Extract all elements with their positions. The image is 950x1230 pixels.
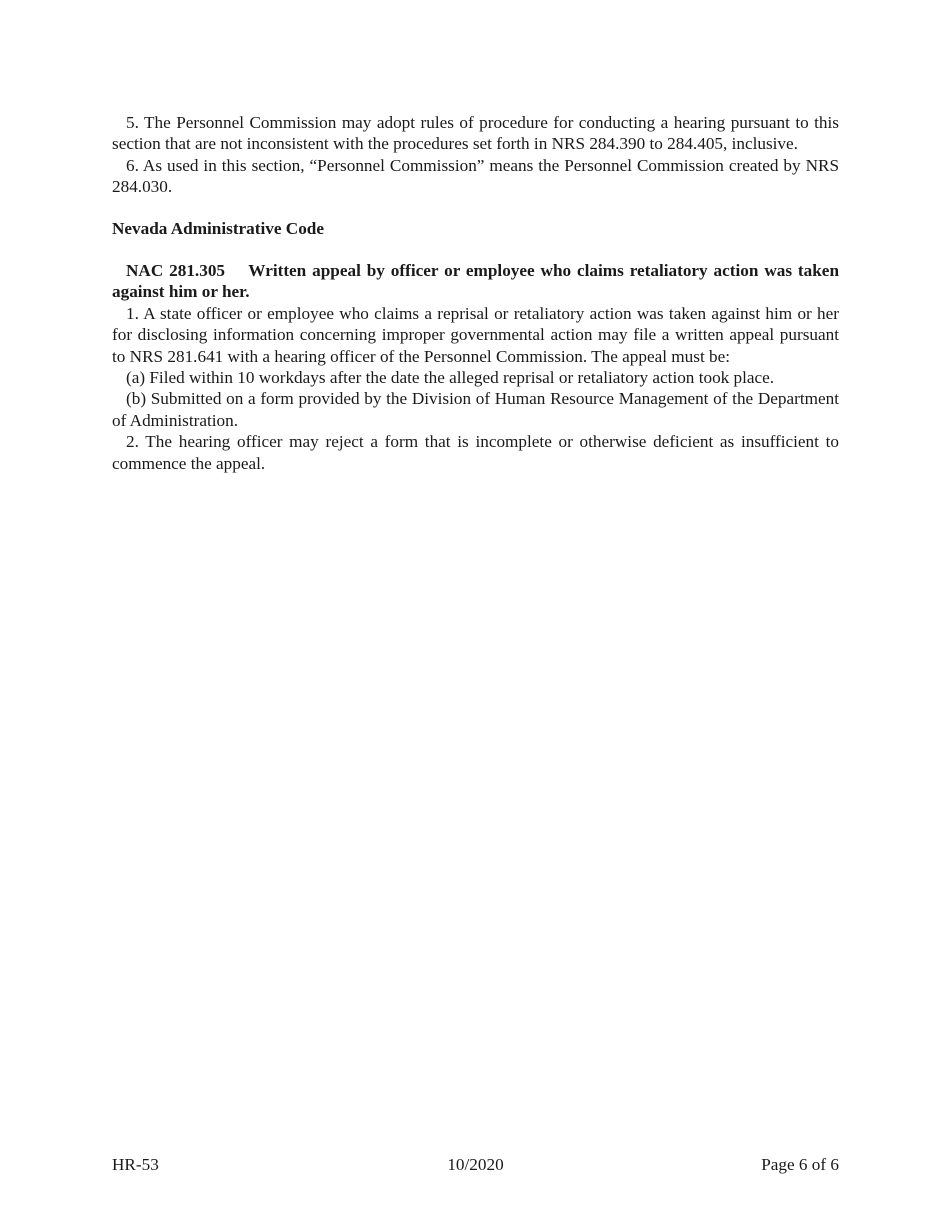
nac-paragraph-1b: (b) Submitted on a form provided by the Division of Human Resource Management of the Department of Administration. xyxy=(112,389,839,430)
document-page xyxy=(112,112,844,474)
footer-date: 10/2020 xyxy=(447,1155,504,1174)
nac-281-305-heading: NAC 281.305 Written appeal by officer or employee who claims retaliatory action was taken against him or her. xyxy=(112,261,844,302)
footer-page-number: Page 6 of 6 xyxy=(761,1155,839,1174)
footer-form-id: HR-53 xyxy=(112,1155,159,1174)
nac-heading: Nevada Administrative Code xyxy=(112,218,324,238)
page-footer xyxy=(112,1154,839,1176)
paragraph-5: 5. The Personnel Commission may adopt rules of procedure for conducting a hearing pursuant to this section that are not inconsistent with the procedures set forth in NRS 284.390 to 284.405, inclusive. xyxy=(112,113,839,154)
nac-paragraph-2: 2. The hearing officer may reject a form that is incomplete or otherwise deficient as insufficient to commence the appeal. xyxy=(112,432,839,473)
paragraph-6: 6. As used in this section, “Personnel Commission” means the Personnel Commission created by NRS 284.030. xyxy=(112,155,839,197)
nac-paragraph-1: 1. A state officer or employee who claims a reprisal or retaliatory action was taken against him or her for disclosing information concerning improper governmental action may file a written appeal pursuant to NRS 281.641 with a hearing officer of the Personnel Commission. The appeal must be: xyxy=(112,303,839,366)
nac-paragraph-1a: (a) Filed within 10 workdays after the date the alleged reprisal or retaliatory action took place. xyxy=(126,368,775,388)
